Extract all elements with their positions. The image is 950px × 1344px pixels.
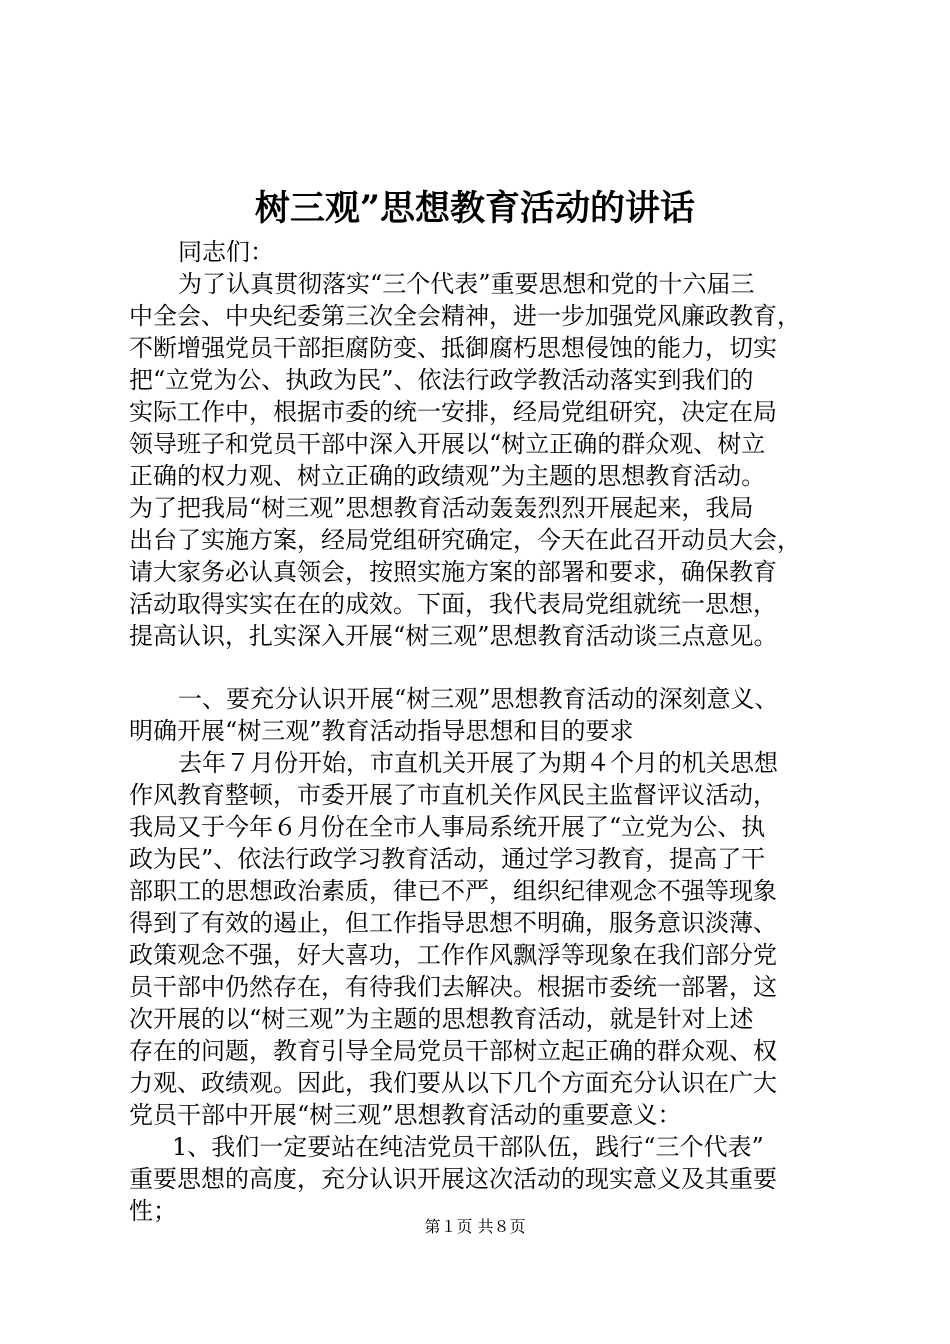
list-item-line: 重要思想的高度，充分认识开展这次活动的现实意义及其重要 [129,1165,777,1193]
body-line: 为了认真贯彻落实“三个代表”重要思想和党的十六届三 [178,270,755,298]
body-line: 为了把我局“树三观”思想教育活动轰轰烈烈开展起来，我局 [129,494,754,522]
body-line: 去年７月份开始，市直机关开展了为期４个月的机关思想 [178,749,778,777]
body-line: 政为民”、依法行政学习教育活动，通过学习教育，提高了干 [129,845,766,873]
body-line: 得到了有效的遏止，但工作指导思想不明确，服务意识淡薄、 [129,909,777,937]
page-number-footer: 第１页 共８页 [424,1217,526,1236]
body-line: 领导班子和党员干部中深入开展以“树立正确的群众观、树立 [129,430,766,458]
body-line: 把“立党为公、执政为民”、依法行政学教活动落实到我们的 [129,366,754,394]
section-heading-line: 明确开展“树三观”教育活动指导思想和目的要求 [129,717,634,745]
body-line: 活动取得实实在在的成效。下面，我代表局党组就统一思想， [129,590,777,618]
body-line: 次开展的以“树三观”为主题的思想教育活动，就是针对上述 [129,1005,754,1033]
body-line: 存在的问题，教育引导全局党员干部树立起正确的群众观、权 [129,1037,777,1065]
body-line: 员干部中仍然存在，有待我们去解决。根据市委统一部署，这 [129,973,777,1001]
body-line: 正确的权力观、树立正确的政绩观”为主题的思想教育活动。 [129,462,766,490]
document-title: 树三观”思想教育活动的讲话 [254,188,696,229]
greeting: 同志们： [178,238,274,266]
body-line: 提高认识，扎实深入开展“树三观”思想教育活动谈三点意见。 [129,622,778,650]
list-item-line: 1、我们一定要站在纯洁党员干部队伍，践行“三个代表” [172,1133,764,1161]
body-line: 不断增强党员干部拒腐防变、抵御腐朽思想侵蚀的能力，切实 [129,334,777,362]
body-line: 请大家务必认真领会，按照实施方案的部署和要求，确保教育 [129,558,777,586]
body-line: 实际工作中，根据市委的统一安排，经局党组研究，决定在局 [129,398,777,426]
body-line: 中全会、中央纪委第三次全会精神，进一步加强党风廉政教育， [129,302,801,330]
body-line: 我局又于今年６月份在全市人事局系统开展了“立党为公、执 [129,813,766,841]
body-line: 作风教育整顿，市委开展了市直机关作风民主监督评议活动， [129,781,777,809]
body-line: 部职工的思想政治素质，律已不严，组织纪律观念不强等现象 [129,877,777,905]
body-line: 政策观念不强，好大喜功，工作作风飘浮等现象在我们部分党 [129,941,777,969]
body-line: 党员干部中开展“树三观”思想教育活动的重要意义： [129,1101,682,1129]
body-line: 力观、政绩观。因此，我们要从以下几个方面充分认识在广大 [129,1069,777,1097]
section-heading-line: 一、要充分认识开展“树三观”思想教育活动的深刻意义、 [178,685,779,713]
body-line: 出台了实施方案，经局党组研究确定，今天在此召开动员大会， [129,526,801,554]
list-item-line: 性； [129,1197,177,1225]
